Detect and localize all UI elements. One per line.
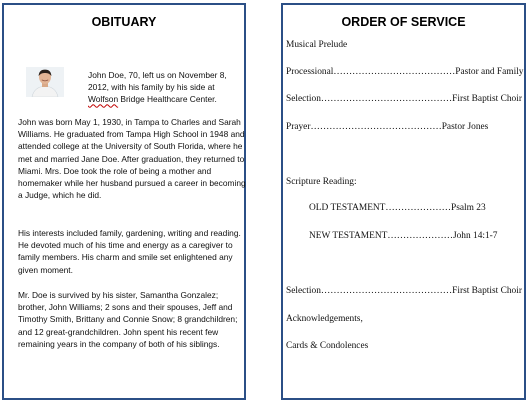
obituary-panel [2, 3, 246, 400]
processional-line: Processional…………………………………Pastor and Family [286, 67, 524, 77]
scripture-reading: Scripture Reading: [286, 177, 357, 187]
selection-line-2: Selection……………………………………First Baptist Choir [286, 286, 522, 296]
intro-paragraph [88, 69, 244, 106]
musical-prelude: Musical Prelude [286, 40, 348, 50]
portrait-image [26, 67, 64, 97]
acknowledgements: Acknowledgements, [286, 314, 363, 324]
obituary-title: OBITUARY [91, 15, 157, 29]
intro-text: John Doe, 70, left us on November 8, 2012, with his family by his side at [88, 70, 227, 93]
survivors-paragraph: Mr. Doe is survived by his sister, Samantha Gonzalez; brother, John Williams; 2 sons and their spouses, Jeff and Timothy Smith, Brittany and Connie Snow; 8 grandchildren; and 12 great-grandchildren. John spent his recent few remaining years in the company of both of his siblings. [18, 290, 238, 349]
portrait-photo [26, 67, 64, 97]
biography-paragraph: John was born May 1, 1930, in Tampa to Charles and Sarah Williams. He graduated from Tampa High School in 1948 and attended college at the University of South Florida, where he met and married Jane Doe. After graduation, they returned to Miami. Mrs. Doe took the role of being a mother and homemaker while her husband pursued a career in becoming a Judge, which he did. [18, 117, 246, 201]
prayer-line: Prayer……………………………………Pastor Jones [286, 122, 489, 132]
service-title: ORDER OF SERVICE [341, 15, 466, 29]
selection-line-1: Selection……………………………………First Baptist Choir [286, 94, 522, 104]
intro-place: Wolfson [88, 94, 119, 105]
interests-paragraph: His interests included family, gardening, writing and reading. He devoted much of his time and energy as a caregiver to family members. His charm and smile set enlightened any given moment. [18, 228, 241, 275]
intro-rest: Bridge Healthcare Center. [118, 94, 217, 105]
cards-condolences: Cards & Condolences [286, 341, 369, 351]
order-of-service-panel [281, 3, 526, 400]
new-testament-line: NEW TESTAMENT…………………John 14:1-7 [309, 231, 498, 241]
old-testament-line: OLD TESTAMENT…………………Psalm 23 [309, 203, 486, 213]
